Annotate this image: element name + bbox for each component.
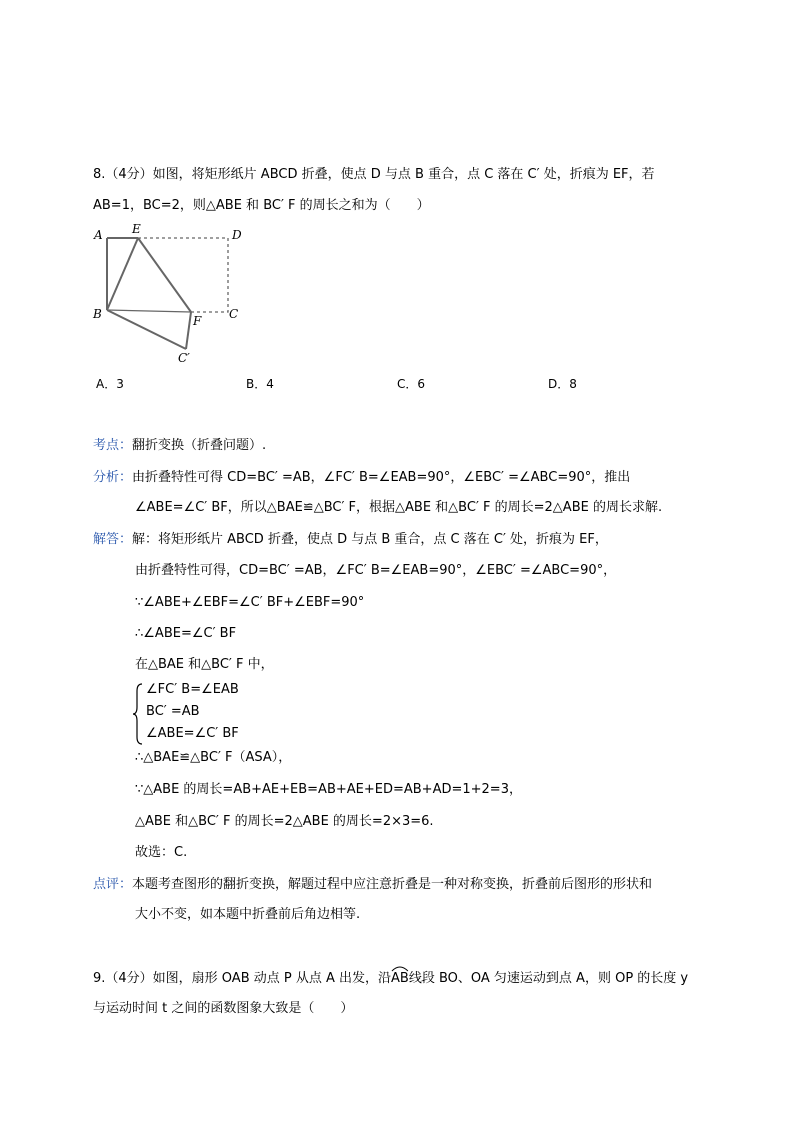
jieda-system-line1: ∠FC′ B=∠EAB [146, 682, 239, 697]
kaodian-label: 考点： [93, 438, 133, 453]
jieda-line6: ∴△BAE≌△BC′ F（ASA）， [135, 750, 292, 765]
kaodian-text: 翻折变换（折叠问题）. [132, 438, 267, 453]
fenxi-line1: 由折叠特性可得 CD=BC′ =AB，∠FC′ B=∠EAB=90°，∠EBC′ =∠ABC=90°，推出 [132, 470, 631, 485]
segment-EF [138, 238, 191, 312]
q8-option-b[interactable]: B．4 [246, 377, 274, 391]
jieda-system-line2: BC′ =AB [146, 704, 200, 719]
q9-line1-part-a: 9.（4分）如图，扇形 OAB 动点 P 从点 A 出发，沿 [93, 971, 392, 986]
label-Cprime: C′ [178, 351, 190, 365]
segment-CpF [186, 312, 191, 349]
q9-line1-part-b: 线段 BO、OA 匀速运动到点 A，则 OP 的长度 y [408, 971, 689, 986]
kaodian-row [93, 437, 266, 455]
jieda-system-line3: ∠ABE=∠C′ BF [146, 726, 239, 741]
q8-geometry-figure [90, 222, 260, 372]
equation-system-brace [133, 683, 143, 745]
q9-stem-line2: 与运动时间 t 之间的函数图象大致是（ ） [93, 1001, 354, 1016]
segment-BF [107, 310, 191, 312]
q9-arc-ab [391, 970, 409, 988]
jieda-row [93, 531, 608, 549]
label-A: A [94, 228, 103, 242]
jieda-line7: ∵△ABE 的周长=AB+AE+EB=AB+AE+ED=AB+AD=1+2=3， [135, 782, 522, 797]
arc-symbol-icon [391, 964, 409, 972]
segment-BCp [107, 310, 186, 349]
jieda-line3: ∵∠ABE+∠EBF=∠C′ BF+∠EBF=90° [135, 595, 365, 610]
q8-stem-line1: 8.（4分）如图，将矩形纸片 ABCD 折叠，使点 D 与点 B 重合，点 C 落在 C′ 处，折痕为 EF，若 [93, 167, 655, 182]
label-D: D [232, 228, 242, 242]
q8-option-d[interactable]: D．8 [548, 377, 577, 391]
label-F: F [193, 314, 202, 328]
label-C: C [229, 307, 239, 321]
q8-option-a[interactable]: A．3 [96, 377, 124, 391]
dianping-line1: 本题考查图形的翻折变换，解题过程中应注意折叠是一种对称变换，折叠前后图形的形状和 [132, 877, 653, 892]
jieda-line5: 在△BAE 和△BC′ F 中， [135, 657, 274, 672]
jieda-line9: 故选：C. [135, 845, 188, 860]
jieda-label: 解答： [93, 532, 133, 547]
q9-stem-line1 [93, 970, 688, 988]
segment-BE [107, 238, 138, 310]
dianping-label: 点评： [93, 877, 133, 892]
fenxi-line2: ∠ABE=∠C′ BF，所以△BAE≌△BC′ F，根据△ABE 和△BC′ F 的周长=2△ABE 的周长求解. [135, 500, 663, 515]
q8-stem-line2: AB=1，BC=2，则△ABE 和 BC′ F 的周长之和为（ ） [93, 198, 430, 213]
dianping-line2: 大小不变，如本题中折叠前后角边相等. [135, 907, 361, 922]
fenxi-row [93, 469, 630, 487]
jieda-line2: 由折叠特性可得，CD=BC′ =AB，∠FC′ B=∠EAB=90°，∠EBC′ =∠ABC=90°， [135, 563, 617, 578]
q9-arc-label: AB [391, 971, 409, 986]
jieda-line4: ∴∠ABE=∠C′ BF [135, 626, 237, 641]
dianping-row [93, 876, 652, 894]
jieda-line8: △ABE 和△BC′ F 的周长=2△ABE 的周长=2×3=6. [135, 814, 434, 829]
label-B: B [93, 307, 102, 321]
q8-option-c[interactable]: C．6 [397, 377, 426, 391]
fenxi-label: 分析： [93, 470, 133, 485]
label-E: E [132, 222, 141, 236]
jieda-line1: 解：将矩形纸片 ABCD 折叠，使点 D 与点 B 重合，点 C 落在 C′ 处，折痕为 EF， [132, 532, 608, 547]
